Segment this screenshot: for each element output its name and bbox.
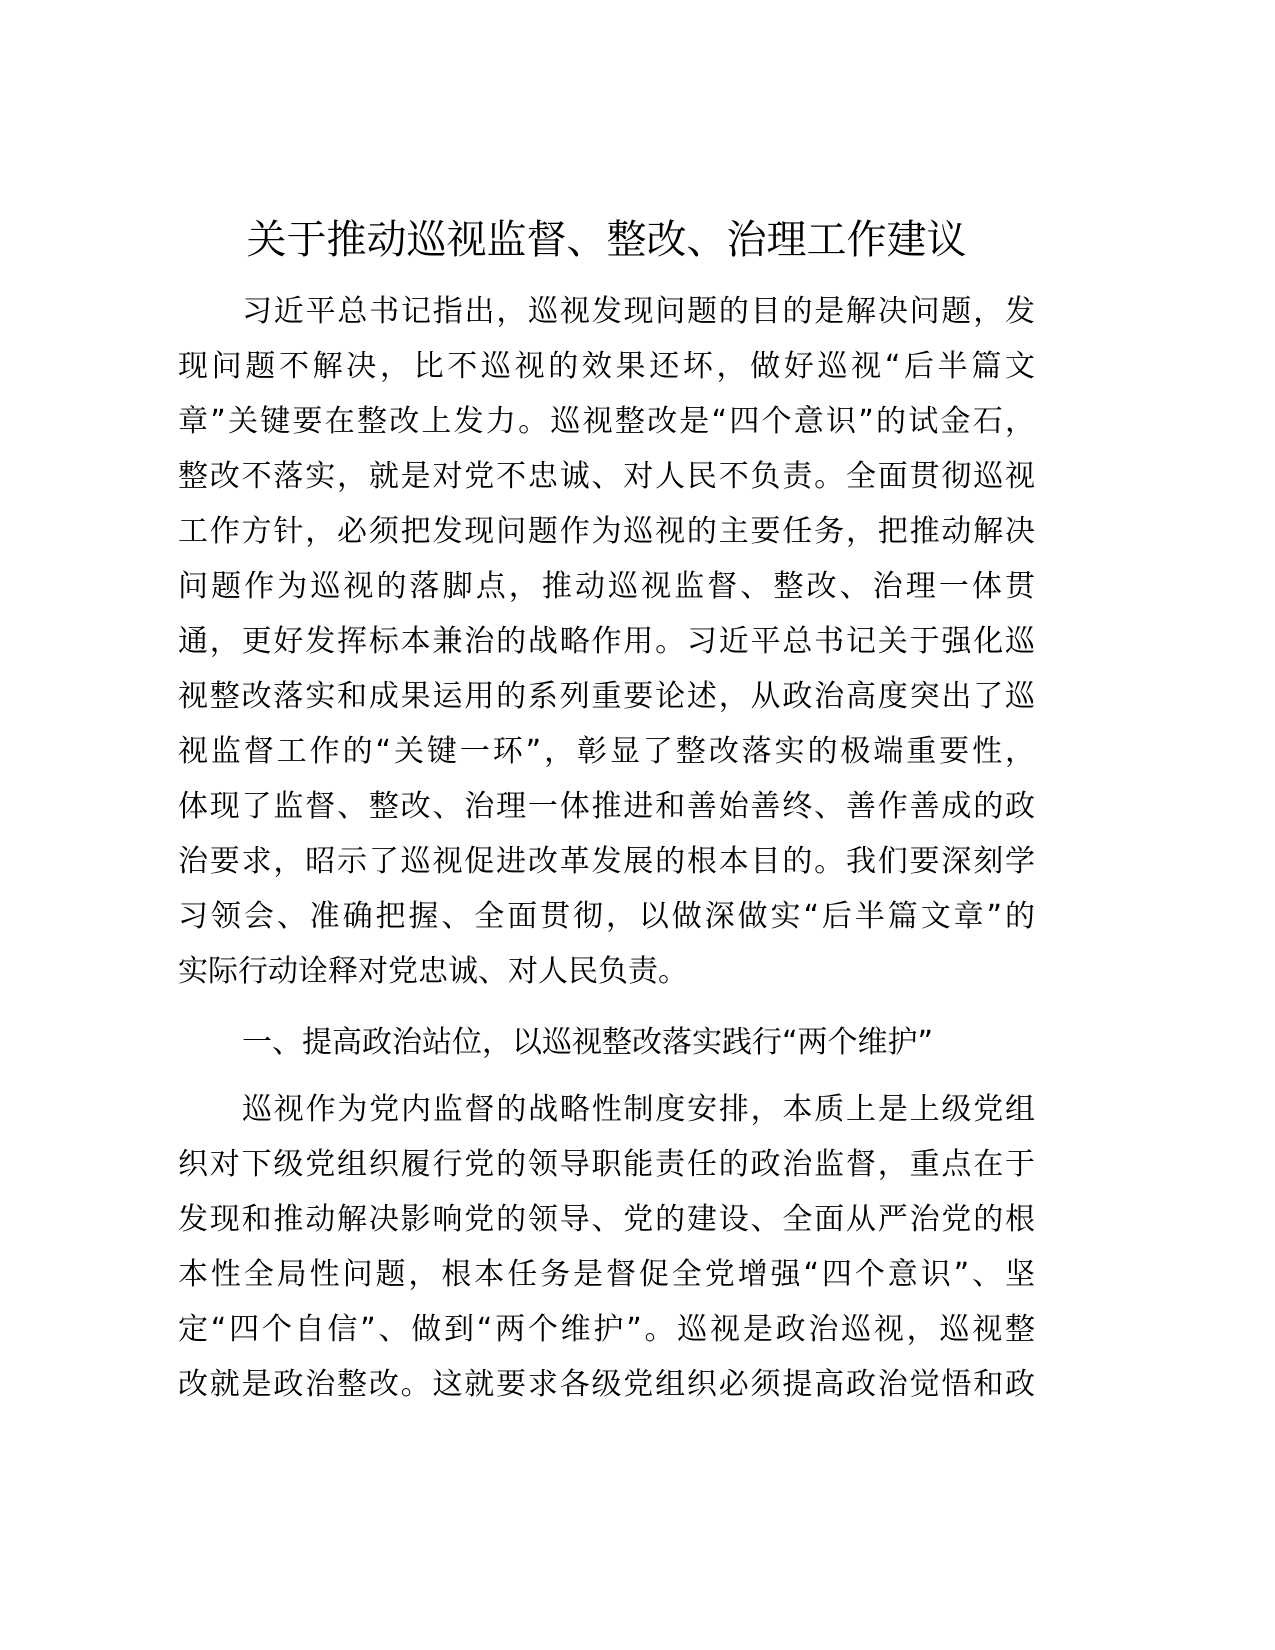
text-line: 工作方针，必须把发现问题作为巡视的主要任务，把推动解决 bbox=[178, 514, 1035, 549]
text-line: 整改不落实，就是对党不忠诚、对人民不负责。全面贯彻巡视 bbox=[178, 459, 1035, 494]
text-line: 巡视作为党内监督的战略性制度安排，本质上是上级党组 bbox=[242, 1092, 1035, 1127]
text-line: 问题作为巡视的落脚点，推动巡视监督、整改、治理一体贯 bbox=[178, 569, 1035, 604]
text-line: 习领会、准确把握、全面贯彻，以做深做实“后半篇文章”的 bbox=[178, 899, 1035, 934]
text-line: 织对下级党组织履行党的领导职能责任的政治监督，重点在于 bbox=[178, 1147, 1035, 1182]
text-line: 章”关键要在整改上发力。巡视整改是“四个意识”的试金石， bbox=[178, 404, 1035, 439]
text-line: 现问题不解决，比不巡视的效果还坏，做好巡视“后半篇文 bbox=[178, 349, 1035, 384]
text-line: 发现和推动解决影响党的领导、党的建设、全面从严治党的根 bbox=[178, 1202, 1035, 1237]
text-line: 改就是政治整改。这就要求各级党组织必须提高政治觉悟和政 bbox=[178, 1367, 1035, 1402]
text-line: 习近平总书记指出，巡视发现问题的目的是解决问题，发 bbox=[242, 294, 1035, 329]
text-line: 本性全局性问题，根本任务是督促全党增强“四个意识”、坚 bbox=[178, 1257, 1035, 1292]
text-line: 治要求，昭示了巡视促进改革发展的根本目的。我们要深刻学 bbox=[178, 844, 1035, 879]
text-line: 视整改落实和成果运用的系列重要论述，从政治高度突出了巡 bbox=[178, 679, 1035, 714]
text-line: 通，更好发挥标本兼治的战略作用。习近平总书记关于强化巡 bbox=[178, 624, 1035, 659]
text-line: 实际行动诠释对党忠诚、对人民负责。 bbox=[178, 954, 688, 989]
text-line: 视监督工作的“关键一环”，彰显了整改落实的极端重要性， bbox=[178, 734, 1035, 769]
section-heading-1: 一、提高政治站位，以巡视整改落实践行“两个维护” bbox=[242, 1025, 934, 1060]
text-line: 定“四个自信”、做到“两个维护”。巡视是政治巡视，巡视整 bbox=[178, 1312, 1035, 1347]
document-title: 关于推动巡视监督、整改、治理工作建议 bbox=[246, 217, 967, 263]
text-line: 体现了监督、整改、治理一体推进和善始善终、善作善成的政 bbox=[178, 789, 1035, 824]
